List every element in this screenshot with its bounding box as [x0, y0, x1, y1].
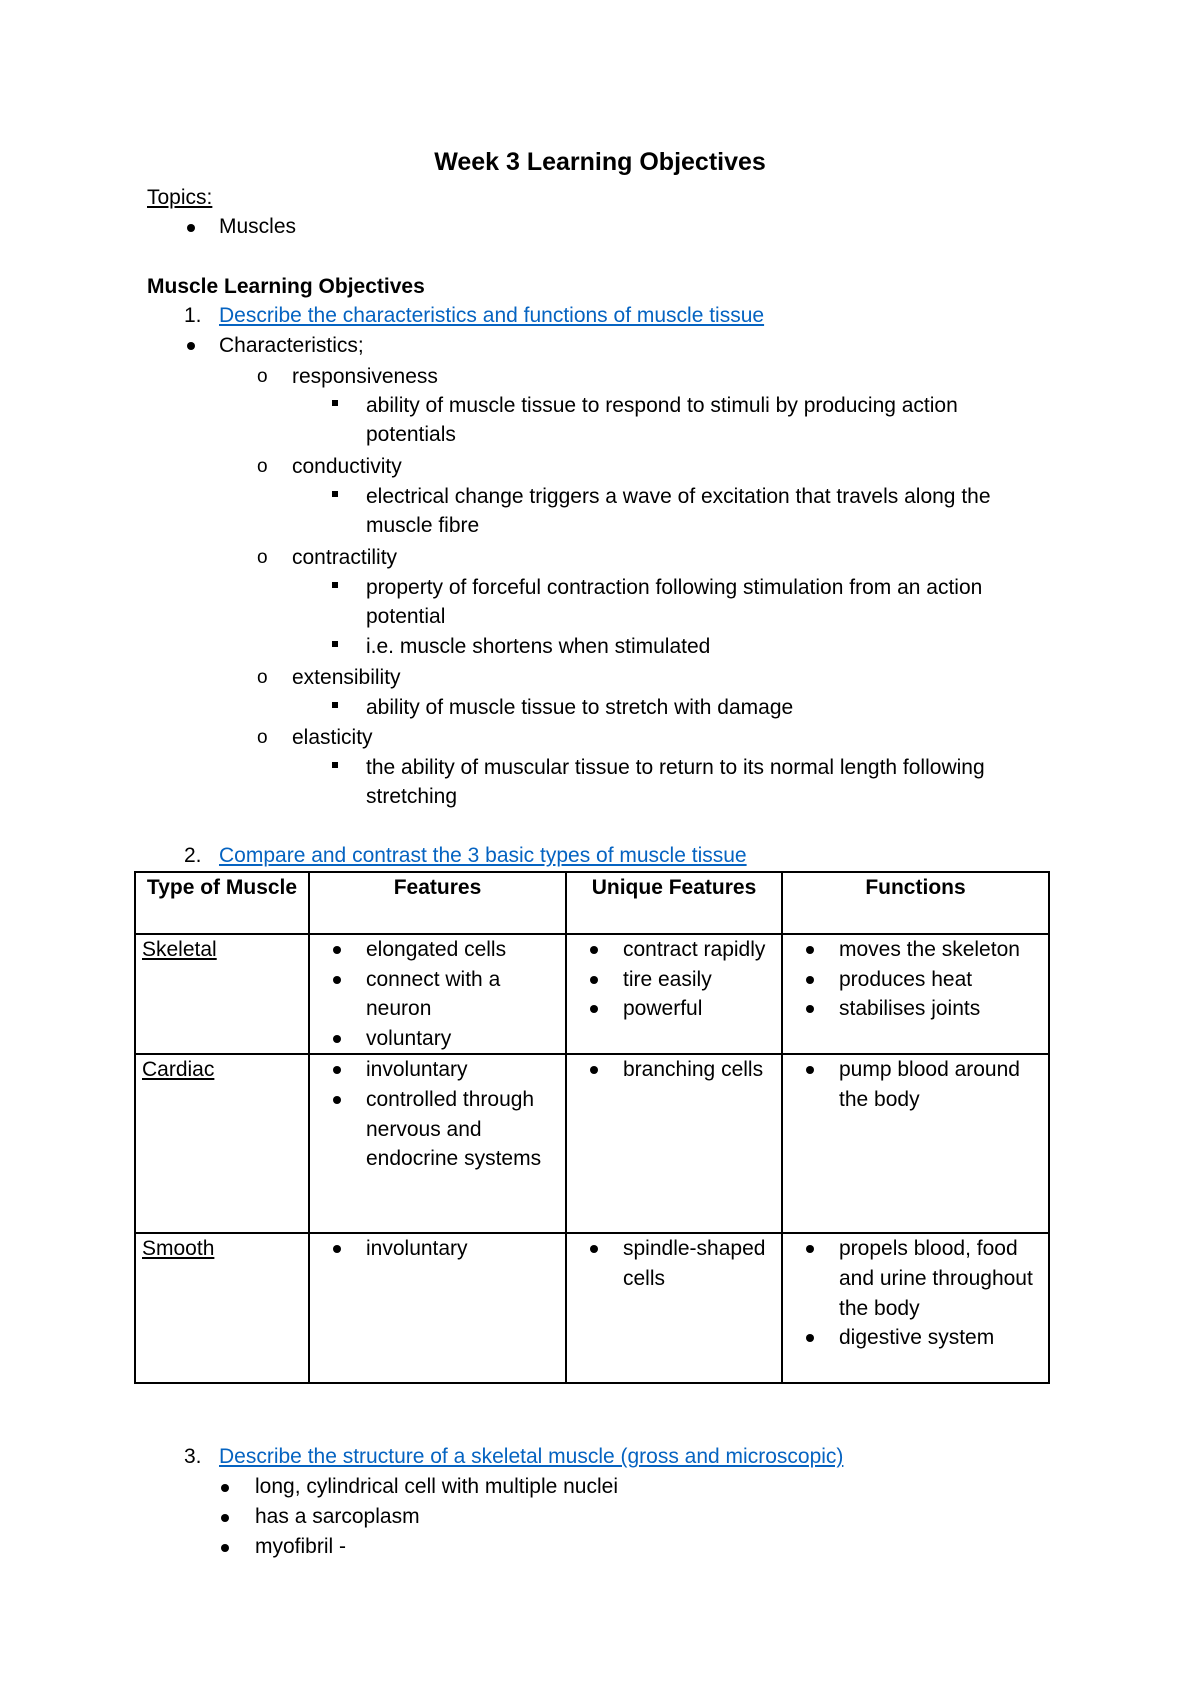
list-item: powerful — [573, 994, 775, 1024]
list-item: moves the skeleton — [789, 935, 1042, 965]
circle-bullet-icon: o — [257, 727, 268, 748]
characteristic-detail: potential — [366, 605, 446, 628]
bullet-icon — [221, 1514, 229, 1522]
table-row — [135, 1054, 1049, 1233]
square-bullet-icon — [332, 491, 338, 497]
unique-features-cell — [566, 1054, 782, 1233]
header-unique-features: Unique Features — [566, 872, 782, 934]
type-cell: Cardiac — [135, 1054, 309, 1233]
square-bullet-icon — [332, 702, 338, 708]
list-item: myofibril - — [255, 1535, 347, 1558]
list-item: has a sarcoplasm — [255, 1505, 420, 1528]
bullet-icon — [187, 342, 195, 350]
list-item: pump blood around the body — [789, 1055, 1042, 1114]
objective-number: 3. — [184, 1445, 202, 1468]
functions-cell — [782, 1233, 1049, 1383]
muscle-types-table — [134, 871, 1050, 1384]
square-bullet-icon — [332, 762, 338, 768]
section-heading: Muscle Learning Objectives — [147, 275, 425, 298]
characteristic-name: contractility — [292, 546, 398, 569]
bullet-icon — [221, 1484, 229, 1492]
characteristic-detail: stretching — [366, 785, 458, 808]
header-functions: Functions — [782, 872, 1049, 934]
characteristic-detail: ability of muscle tissue to respond to stimuli by producing action — [366, 394, 958, 417]
square-bullet-icon — [332, 400, 338, 406]
list-item: elongated cells — [316, 935, 559, 965]
circle-bullet-icon: o — [257, 456, 268, 477]
type-cell: Smooth — [135, 1233, 309, 1383]
characteristic-detail: muscle fibre — [366, 514, 480, 537]
page-title: Week 3 Learning Objectives — [434, 148, 766, 176]
characteristic-detail: i.e. muscle shortens when stimulated — [366, 635, 711, 658]
list-item: propels blood, food and urine throughout the body — [789, 1234, 1042, 1323]
list-item: produces heat — [789, 965, 1042, 995]
list-item: voluntary — [316, 1024, 559, 1054]
list-item: tire easily — [573, 965, 775, 995]
circle-bullet-icon: o — [257, 667, 268, 688]
objective-1-link[interactable]: Describe the characteristics and functions of muscle tissue — [219, 304, 765, 327]
objective-3-link[interactable]: Describe the structure of a skeletal muscle (gross and microscopic) — [219, 1445, 844, 1468]
characteristics-label: Characteristics; — [219, 334, 364, 357]
list-item: long, cylindrical cell with multiple nuclei — [255, 1475, 618, 1498]
objective-2-link[interactable]: Compare and contrast the 3 basic types of muscle tissue — [219, 844, 747, 867]
circle-bullet-icon: o — [257, 366, 268, 387]
circle-bullet-icon: o — [257, 547, 268, 568]
header-type: Type of Muscle — [135, 872, 309, 934]
features-cell — [309, 1054, 566, 1233]
list-item: digestive system — [789, 1323, 1042, 1353]
table-row — [135, 1233, 1049, 1383]
topic-item: Muscles — [219, 215, 297, 238]
header-features: Features — [309, 872, 566, 934]
functions-cell — [782, 1054, 1049, 1233]
characteristic-name: responsiveness — [292, 365, 438, 388]
characteristic-detail: the ability of muscular tissue to return to its normal length following — [366, 756, 985, 779]
characteristic-name: extensibility — [292, 666, 401, 689]
bullet-icon — [187, 224, 195, 232]
topics-label: Topics: — [147, 186, 213, 209]
list-item: stabilises joints — [789, 994, 1042, 1024]
list-item: controlled through nervous and endocrine systems — [316, 1085, 559, 1174]
characteristic-detail: ability of muscle tissue to stretch with damage — [366, 696, 794, 719]
square-bullet-icon — [332, 641, 338, 647]
unique-features-cell — [566, 934, 782, 1054]
list-item: involuntary — [316, 1234, 559, 1264]
table-row — [135, 934, 1049, 1054]
list-item: branching cells — [573, 1055, 775, 1085]
characteristic-detail: property of forceful contraction following stimulation from an action — [366, 576, 983, 599]
bullet-icon — [221, 1544, 229, 1552]
characteristic-name: conductivity — [292, 455, 402, 478]
objective-number: 2. — [184, 844, 202, 867]
functions-cell — [782, 934, 1049, 1054]
list-item: spindle-shaped cells — [573, 1234, 775, 1293]
characteristic-detail: electrical change triggers a wave of excitation that travels along the — [366, 485, 991, 508]
characteristic-name: elasticity — [292, 726, 373, 749]
features-cell — [309, 934, 566, 1054]
list-item: connect with a neuron — [316, 965, 559, 1024]
list-item: involuntary — [316, 1055, 559, 1085]
square-bullet-icon — [332, 582, 338, 588]
characteristic-detail: potentials — [366, 423, 456, 446]
table-header-row — [135, 872, 1049, 934]
objective-number: 1. — [184, 304, 202, 327]
unique-features-cell — [566, 1233, 782, 1383]
features-cell — [309, 1233, 566, 1383]
type-cell: Skeletal — [135, 934, 309, 1054]
list-item: contract rapidly — [573, 935, 775, 965]
